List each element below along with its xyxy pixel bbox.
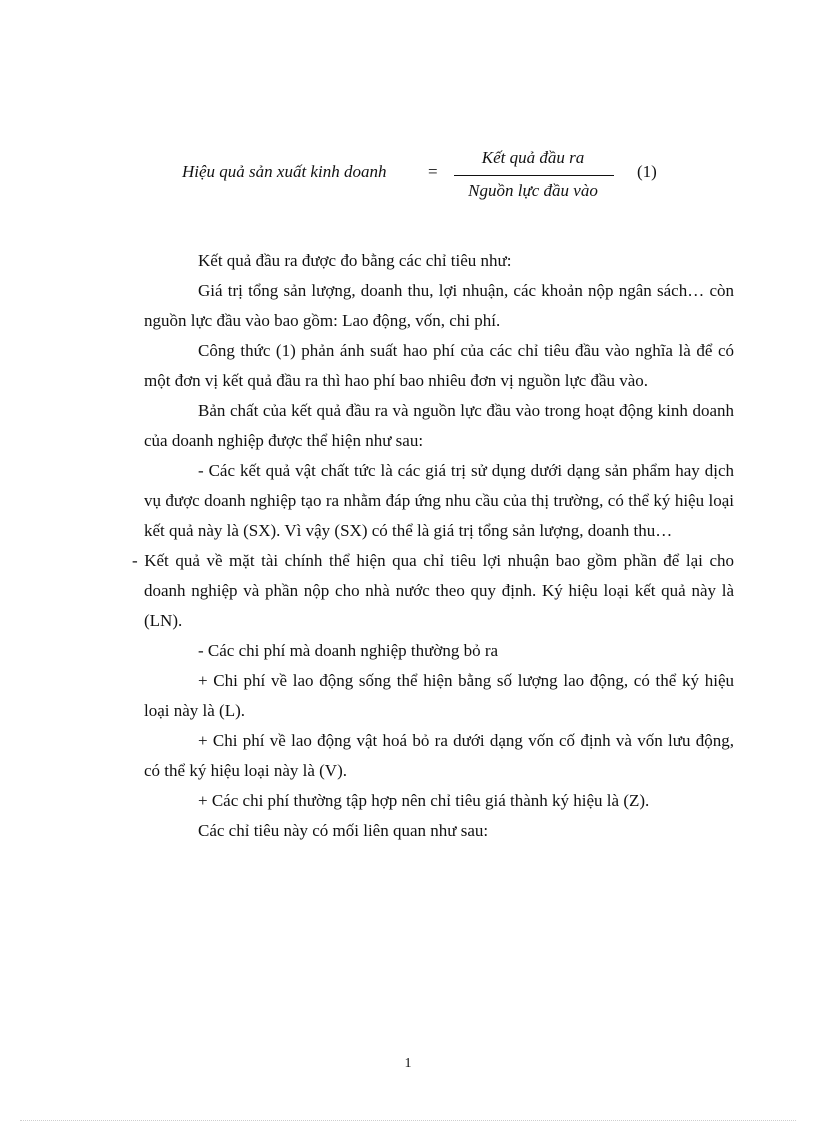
- paragraph-material-results: - Các kết quả vật chất tức là các giá trị sử dụng dưới dạng sản phẩm hay dịch vụ được doanh nghiệp tạo ra nhằm đáp ứng nhu cầu của thị trường, có thể ký hiệu loại kết quả này là (SX). Vì vậy (SX) có thể là giá trị tổng sản lượng, doanh thu…: [144, 461, 734, 540]
- formula-lhs: Hiệu quả sản xuất kinh doanh: [182, 162, 387, 181]
- paragraph-relation: Các chỉ tiêu này có mối liên quan như sau:: [198, 821, 489, 840]
- page-number: 1: [404, 1056, 412, 1071]
- paragraph-formula-meaning: Công thức (1) phản ánh suất hao phí của các chỉ tiêu đầu vào nghĩa là để có một đơn vị kết quả đầu ra thì hao phí bao nhiêu đơn vị nguồn lực đầu vào.: [144, 341, 734, 390]
- paragraph-output-input-list: Giá trị tổng sản lượng, doanh thu, lợi nhuận, các khoản nộp ngân sách… còn nguồn lực đầu vào bao gồm: Lao động, vốn, chi phí.: [144, 281, 734, 330]
- paragraph-financial-results: - Kết quả về mặt tài chính thể hiện qua chỉ tiêu lợi nhuận bao gồm phần để lại cho doanh nghiệp và phần nộp cho nhà nước theo quy định. Ký hiệu loại kết quả này là (LN).: [132, 551, 734, 630]
- document-body: [132, 246, 734, 846]
- paragraph-nature: Bản chất của kết quả đầu ra và nguồn lực đầu vào trong hoạt động kinh doanh của doanh nghiệp được thể hiện như sau:: [144, 401, 734, 450]
- paragraph-output-measures: Kết quả đầu ra được đo bằng các chỉ tiêu như:: [198, 251, 512, 270]
- fraction-bar: [454, 175, 614, 176]
- paragraph-cost-price: + Các chi phí thường tập hợp nên chỉ tiêu giá thành ký hiệu là (Z).: [198, 791, 650, 810]
- efficiency-formula: [182, 148, 682, 204]
- formula-tag: (1): [637, 162, 657, 181]
- formula-fraction: [452, 148, 632, 204]
- formula-equals: =: [428, 162, 438, 181]
- paragraph-costs-intro: - Các chi phí mà doanh nghiệp thường bỏ ra: [198, 641, 499, 660]
- page-bottom-edge: [20, 1120, 796, 1121]
- paragraph-capital-cost: + Chi phí về lao động vật hoá bỏ ra dưới dạng vốn cố định và vốn lưu động, có thể ký hiệu loại này là (V).: [144, 731, 734, 780]
- formula-numerator: Kết quả đầu ra: [481, 148, 585, 167]
- formula-denominator: Nguồn lực đầu vào: [468, 181, 598, 200]
- paragraph-labor-cost: + Chi phí về lao động sống thể hiện bằng số lượng lao động, có thể ký hiệu loại này là (L).: [144, 671, 734, 720]
